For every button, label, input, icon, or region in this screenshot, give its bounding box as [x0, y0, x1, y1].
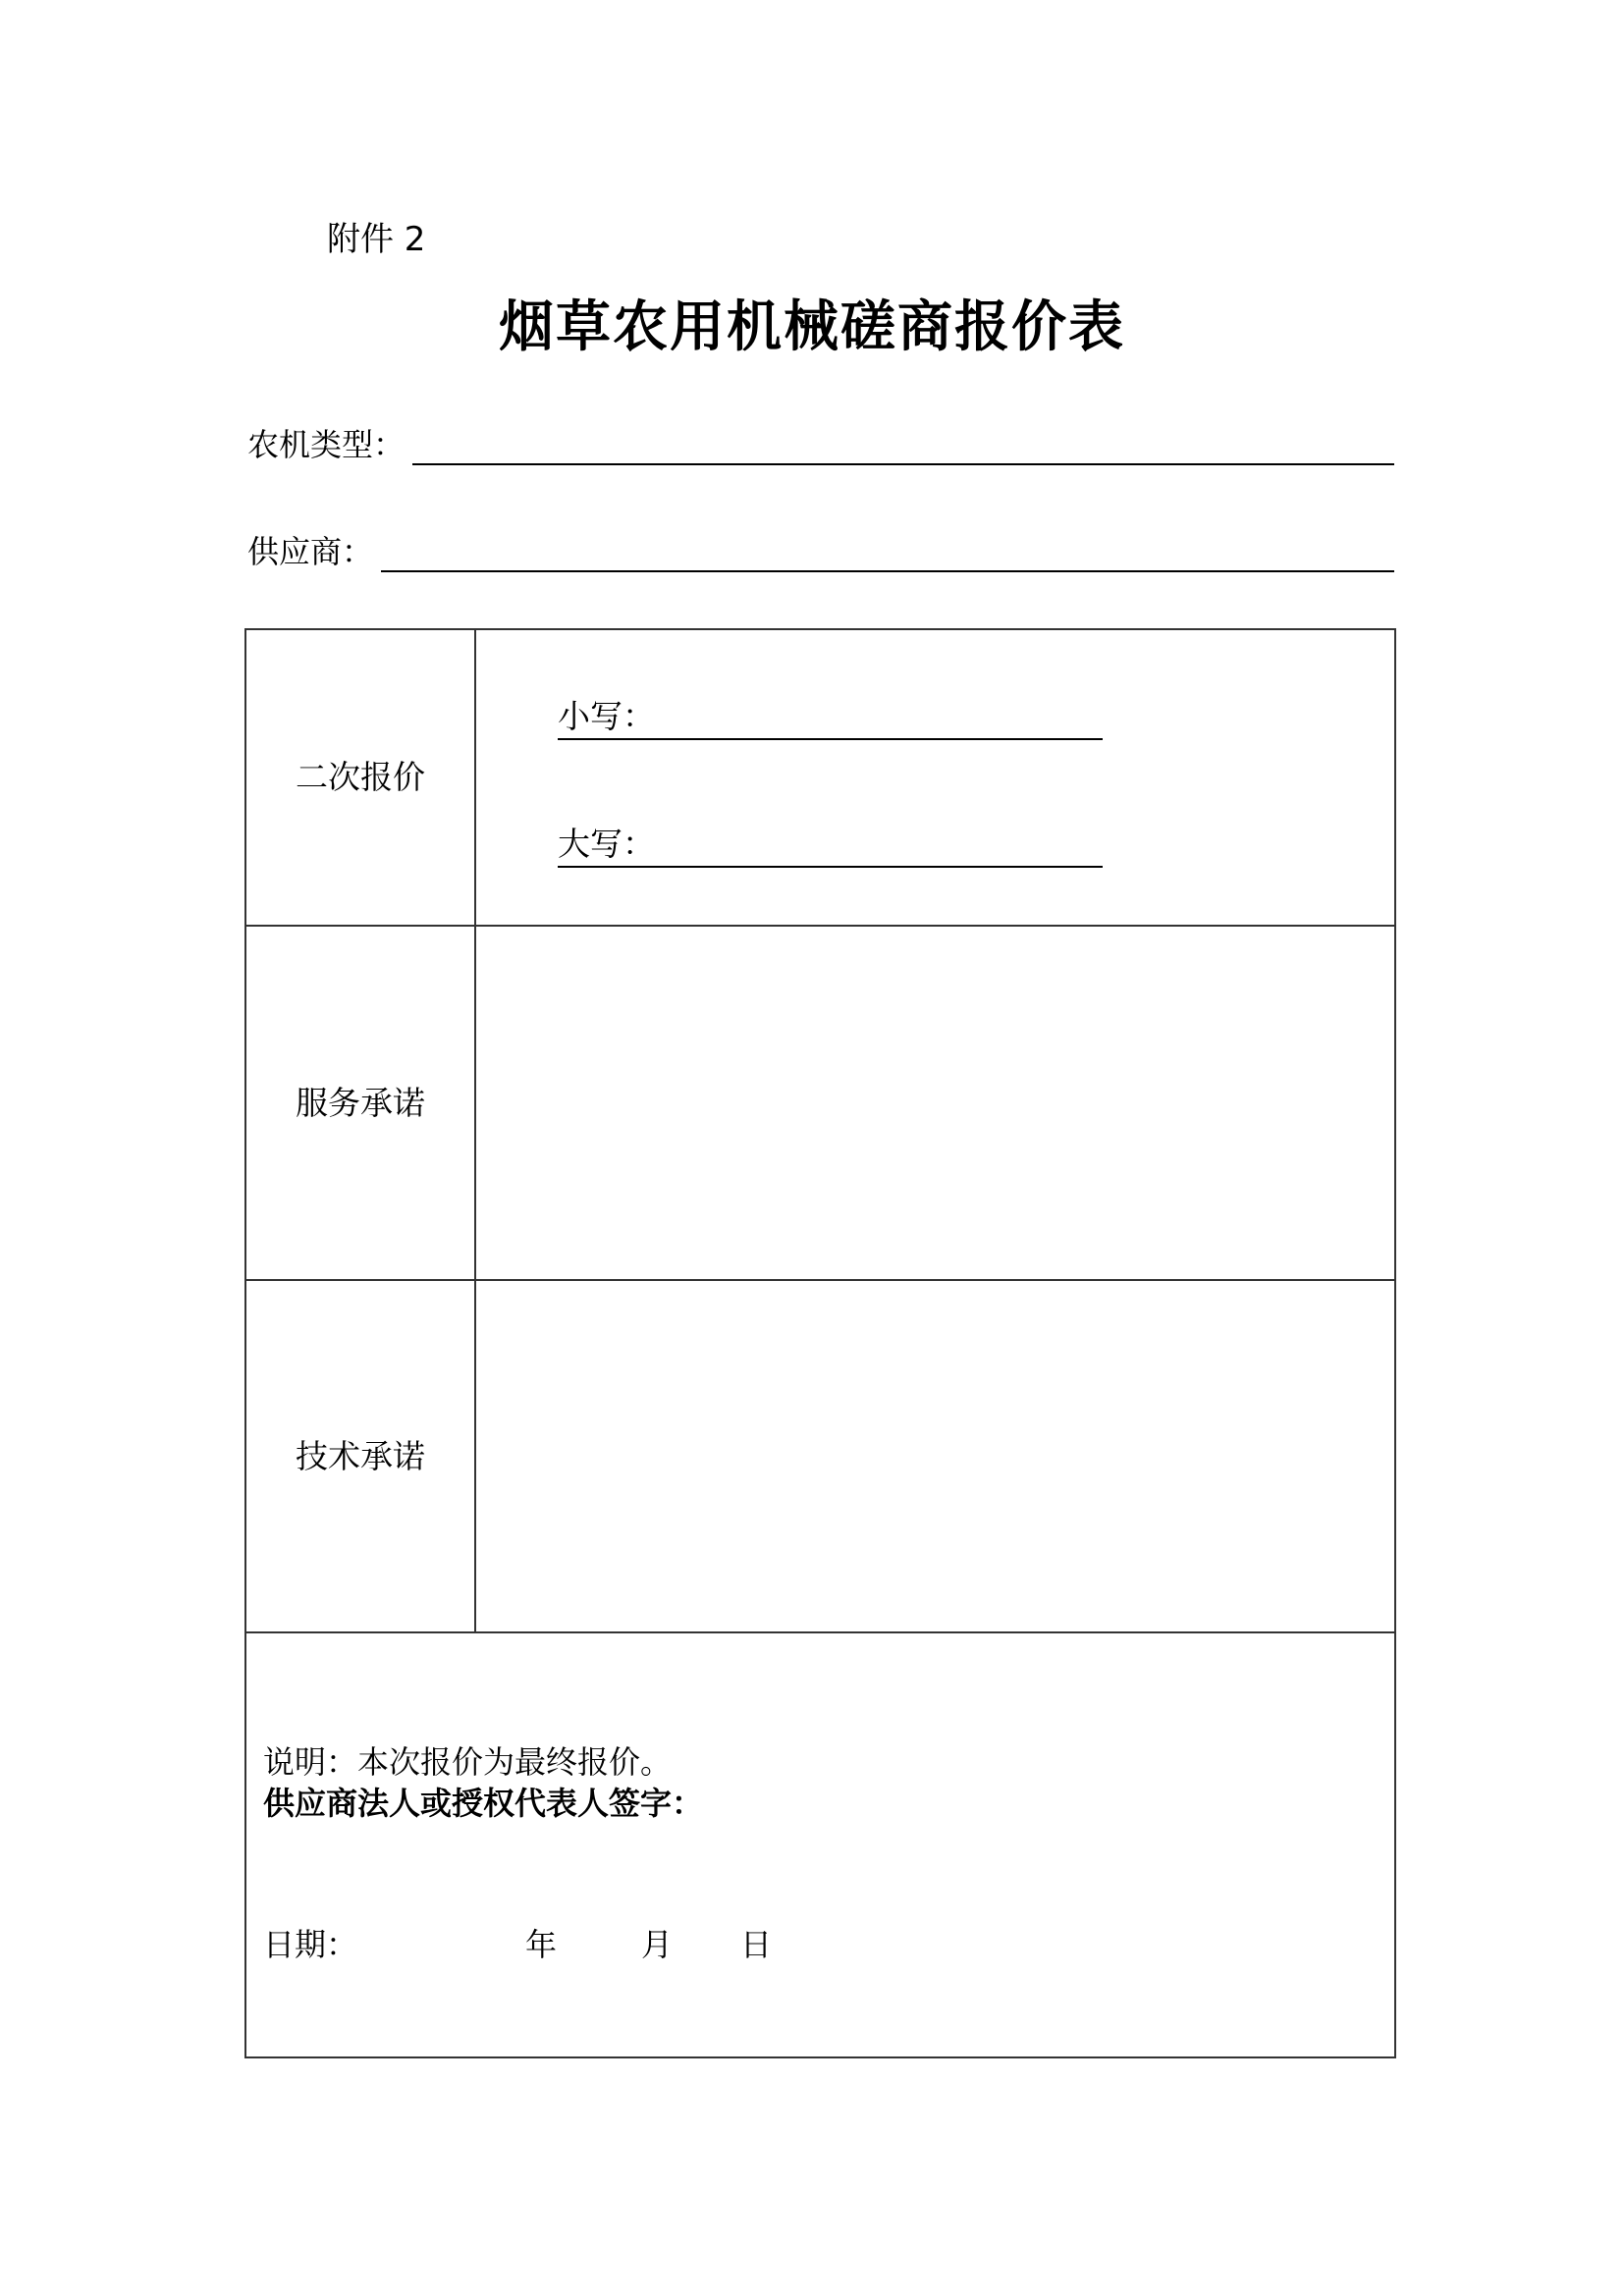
year-label: 年 — [525, 1926, 558, 1963]
lowercase-amount-field[interactable] — [558, 695, 1103, 740]
lowercase-label: 小写： — [558, 697, 655, 735]
supplier-input-line[interactable] — [381, 570, 1394, 572]
supplier-field[interactable] — [247, 531, 1394, 572]
day-label: 日 — [740, 1926, 773, 1963]
table-row-tech — [245, 1280, 1395, 1632]
second-quote-cell — [475, 629, 1395, 926]
table-row-footer — [245, 1632, 1395, 2057]
tech-commitment-label: 技术承诺 — [245, 1280, 475, 1632]
tech-commitment-cell[interactable] — [475, 1280, 1395, 1632]
machine-type-field[interactable] — [247, 424, 1394, 465]
service-commitment-cell[interactable] — [475, 926, 1395, 1280]
uppercase-label: 大写： — [558, 825, 655, 863]
supplier-label: 供应商： — [247, 533, 374, 570]
machine-type-input-line[interactable] — [412, 463, 1394, 465]
table-row-second-quote — [245, 629, 1395, 926]
quote-form-table — [244, 628, 1396, 2058]
table-row-service — [245, 926, 1395, 1280]
signature-label: 供应商法人或授权代表人签字： — [263, 1785, 704, 1822]
uppercase-amount-field[interactable] — [558, 823, 1103, 868]
page-title: 烟草农用机械磋商报价表 — [499, 295, 1125, 359]
second-quote-label: 二次报价 — [245, 629, 475, 926]
service-commitment-label: 服务承诺 — [245, 926, 475, 1280]
machine-type-label: 农机类型： — [247, 426, 406, 463]
month-label: 月 — [641, 1926, 674, 1963]
attachment-label: 附件 2 — [327, 220, 426, 259]
date-label: 日期： — [263, 1926, 358, 1963]
final-quote-note: 说明：本次报价为最终报价。 — [263, 1743, 673, 1781]
footer-cell — [245, 1632, 1395, 2057]
